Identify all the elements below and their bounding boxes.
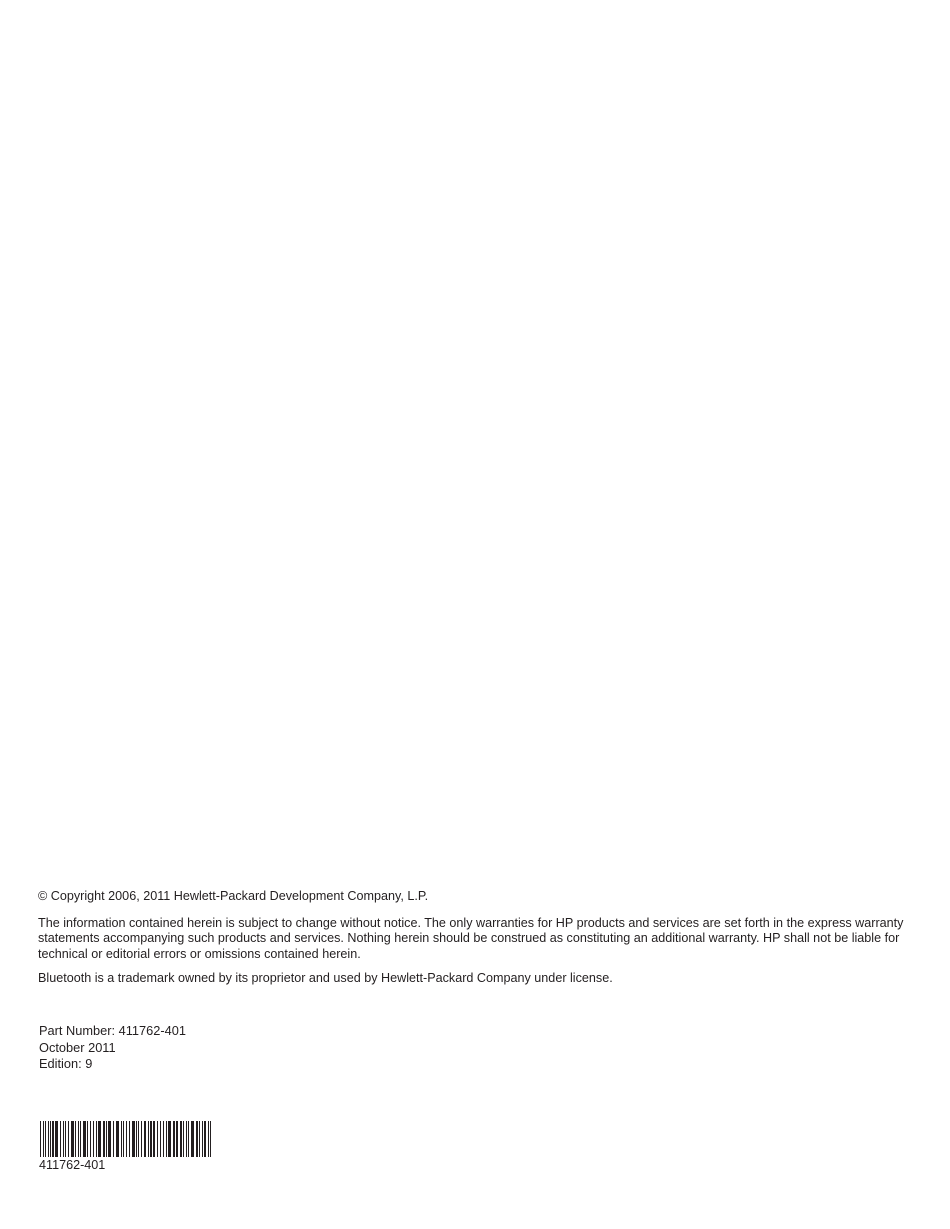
barcode-bar xyxy=(148,1121,149,1157)
legal-notice xyxy=(38,889,910,987)
publication-date: October 2011 xyxy=(39,1039,116,1055)
barcode-bar xyxy=(173,1121,175,1157)
barcode-bar xyxy=(191,1121,194,1157)
barcode-bar xyxy=(40,1121,41,1157)
barcode-bar xyxy=(186,1121,187,1157)
barcode-bar xyxy=(116,1121,119,1157)
barcode-icon xyxy=(39,1121,214,1157)
trademark-text: Bluetooth is a trademark owned by its proprietor and used by Hewlett-Packard Company under license. xyxy=(38,971,613,985)
barcode-bar xyxy=(153,1121,155,1157)
barcode-bar xyxy=(80,1121,81,1157)
edition: Edition: 9 xyxy=(39,1056,93,1072)
barcode-bar xyxy=(90,1121,91,1157)
barcode-bar xyxy=(141,1121,142,1157)
barcode-bar xyxy=(121,1121,122,1157)
barcode-bar xyxy=(45,1121,46,1157)
barcode-bar xyxy=(123,1121,124,1157)
barcode-bar xyxy=(52,1121,54,1157)
barcode-bar xyxy=(138,1121,139,1157)
barcode-bar xyxy=(168,1121,171,1157)
barcode-bar xyxy=(113,1121,114,1157)
barcode-bar xyxy=(126,1121,127,1157)
barcode-bar xyxy=(150,1121,152,1157)
barcode-bar xyxy=(55,1121,58,1157)
barcode-bar xyxy=(68,1121,69,1157)
barcode-bar xyxy=(50,1121,51,1157)
barcode-bar xyxy=(160,1121,161,1157)
barcode-bar xyxy=(208,1121,209,1157)
barcode-bar xyxy=(210,1121,211,1157)
part-number: Part Number: 411762-401 xyxy=(39,1023,187,1038)
barcode-bar xyxy=(108,1121,111,1157)
barcode-bar xyxy=(183,1121,184,1157)
barcode-bar xyxy=(204,1121,206,1157)
barcode-bar xyxy=(78,1121,79,1157)
barcode-bar xyxy=(132,1121,135,1157)
barcode-bar xyxy=(166,1121,167,1157)
barcode-bar xyxy=(176,1121,178,1157)
barcode-bar xyxy=(180,1121,182,1157)
barcode-bar xyxy=(71,1121,74,1157)
barcode-bar xyxy=(93,1121,94,1157)
barcode-bar xyxy=(129,1121,130,1157)
barcode-bar xyxy=(188,1121,189,1157)
barcode-bar xyxy=(144,1121,146,1157)
barcode-bar xyxy=(63,1121,64,1157)
barcode-number: 411762-401 xyxy=(39,1158,106,1172)
barcode-bar xyxy=(83,1121,86,1157)
barcode-bar xyxy=(98,1121,101,1157)
barcode-bar xyxy=(103,1121,105,1157)
copyright-text: © Copyright 2006, 2011 Hewlett-Packard Development Company, L.P. xyxy=(38,889,429,903)
barcode-bar xyxy=(163,1121,164,1157)
barcode-bar xyxy=(75,1121,76,1157)
barcode-bar xyxy=(96,1121,97,1157)
barcode-bar xyxy=(87,1121,88,1157)
barcode-bar xyxy=(136,1121,137,1157)
barcode-bar xyxy=(48,1121,49,1157)
barcode-bar xyxy=(43,1121,44,1157)
barcode-bar xyxy=(60,1121,61,1157)
barcode-bar xyxy=(157,1121,158,1157)
barcode-bar xyxy=(202,1121,203,1157)
document-info xyxy=(39,1023,186,1073)
warranty-text: The information contained herein is subject to change without notice. The only warranties for HP products and services are set forth in the express warranty statements accompanying such products and services. Nothing herein should be construed as constituting an additional warranty. HP shall not be liable for technical or editorial errors or omissions contained herein. xyxy=(38,915,904,961)
barcode-block xyxy=(39,1121,214,1172)
barcode-bar xyxy=(199,1121,200,1157)
barcode-bar xyxy=(196,1121,198,1157)
barcode-bar xyxy=(106,1121,107,1157)
barcode-bar xyxy=(65,1121,66,1157)
